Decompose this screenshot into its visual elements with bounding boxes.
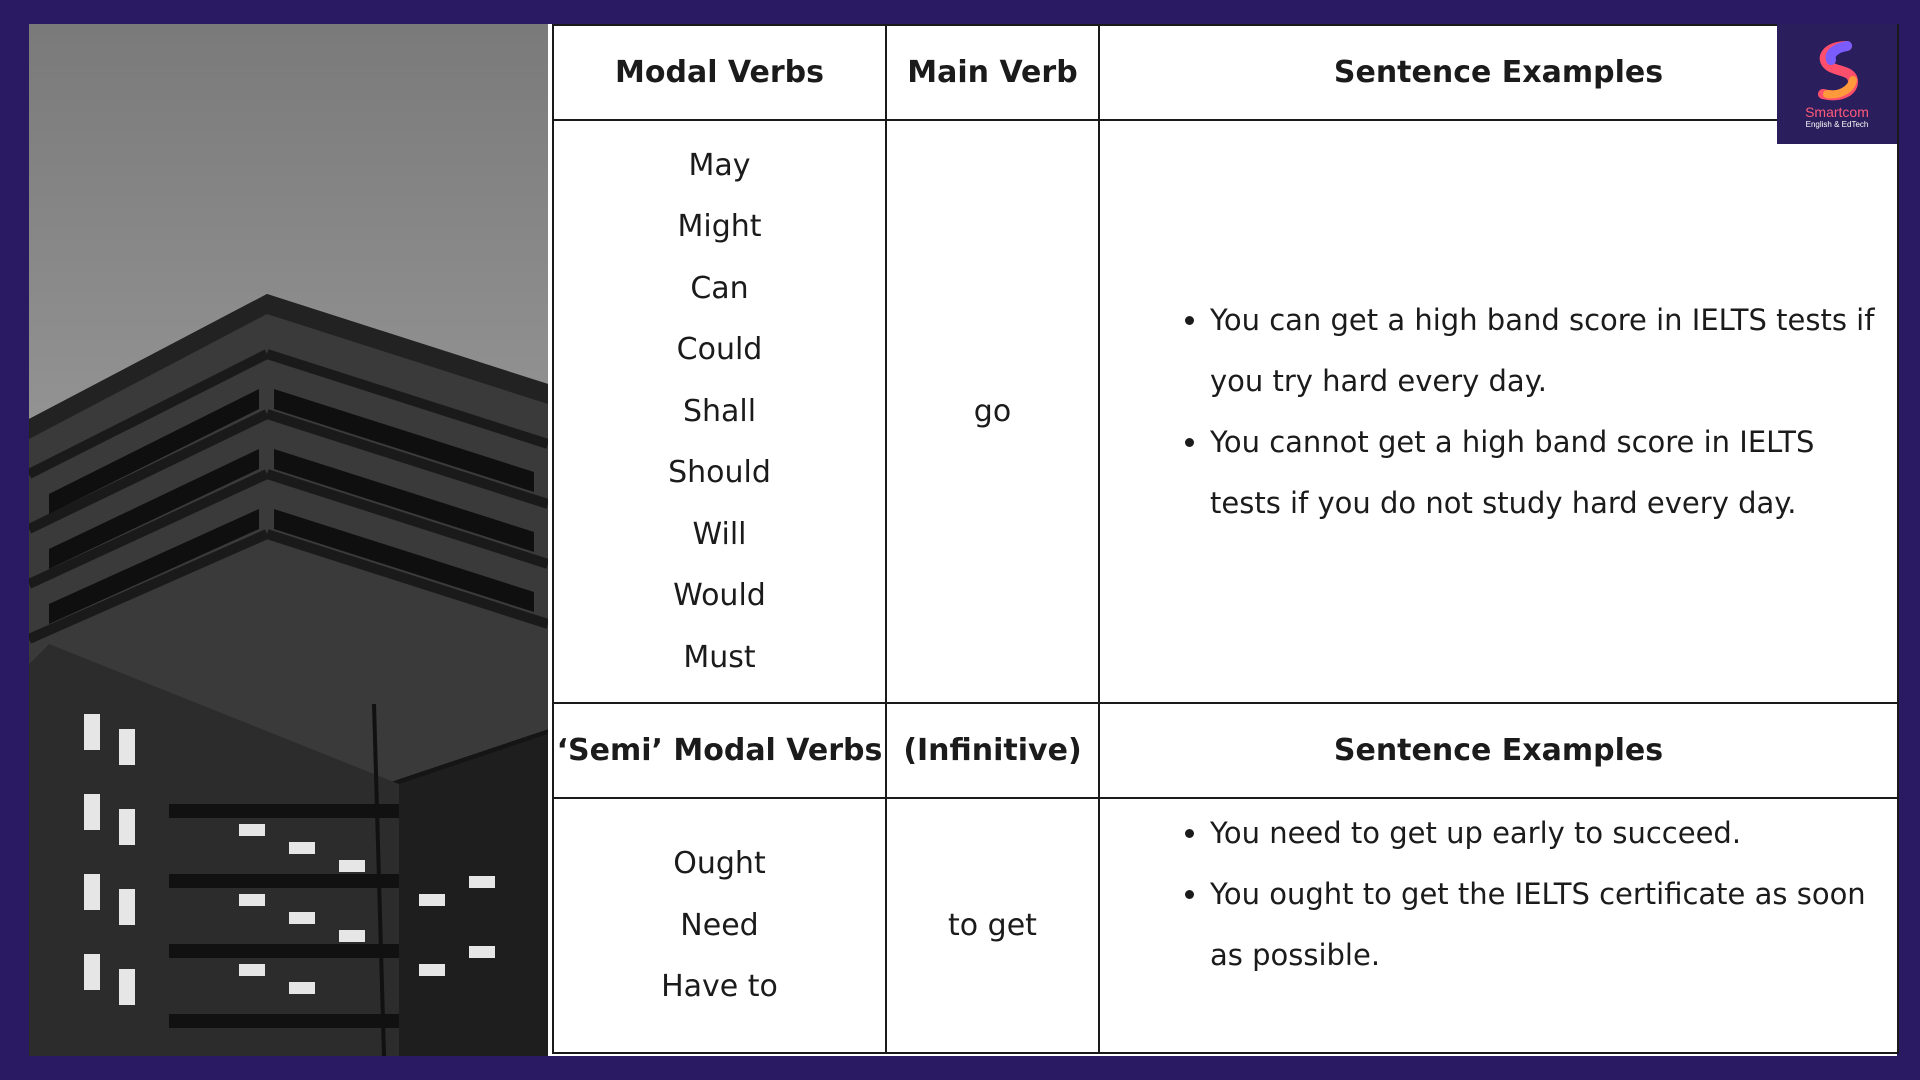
examples-cell <box>1099 798 1898 1053</box>
building-illustration <box>29 24 548 1056</box>
example-sentence: • You cannot get a high band score in IELTS tests if you do not study hard every day. <box>1210 412 1877 534</box>
semi-modal-verb: Ought <box>673 846 766 882</box>
modal-verb: Must <box>683 639 756 675</box>
examples-cell <box>1099 120 1898 703</box>
example-sentence: • You need to get up early to succeed. <box>1210 803 1877 864</box>
main-verb-cell: go <box>886 120 1099 703</box>
grammar-table-container <box>552 24 1897 1056</box>
semi-modal-verbs-list <box>553 798 886 1053</box>
example-sentence: • You can get a high band score in IELTS tests if you try hard every day. <box>1210 290 1877 412</box>
modal-verb: Would <box>673 578 766 614</box>
header-sentence-examples: Sentence Examples <box>1099 25 1898 120</box>
example-sentence: • You ought to get the IELTS certificate as soon as possible. <box>1210 864 1877 986</box>
modal-verb: Could <box>676 332 763 368</box>
header-infinitive: (Infinitive) <box>886 703 1099 798</box>
table-header-row <box>553 703 1898 798</box>
table-row <box>553 798 1898 1053</box>
header-modal-verbs: Modal Verbs <box>553 25 886 120</box>
logo-name: Smartcom <box>1805 103 1869 120</box>
semi-modal-verb: Have to <box>661 969 778 1005</box>
semi-modal-verb: Need <box>680 907 759 943</box>
modal-verb: May <box>688 147 751 183</box>
building-photo <box>29 24 548 1056</box>
header-main-verb: Main Verb <box>886 25 1099 120</box>
table-row <box>553 120 1898 703</box>
table-header-row <box>553 25 1898 120</box>
header-sentence-examples: Sentence Examples <box>1099 703 1898 798</box>
examples-list <box>1160 290 1877 534</box>
modal-verb: Shall <box>682 393 757 429</box>
examples-list <box>1160 803 1877 986</box>
modal-verb: Can <box>690 270 749 306</box>
infinitive-cell: to get <box>886 798 1099 1053</box>
smartcom-s-logo-icon <box>1809 40 1865 102</box>
modal-verbs-table <box>552 24 1899 1054</box>
modal-verb: Should <box>668 455 771 491</box>
header-semi-modal-verbs: ‘Semi’ Modal Verbs <box>553 703 886 798</box>
modal-verbs-list <box>553 120 886 703</box>
modal-verb: Will <box>692 516 747 552</box>
logo-tagline: English & EdTech <box>1805 119 1869 129</box>
modal-verb: Might <box>677 209 762 245</box>
smartcom-logo <box>1777 24 1897 144</box>
